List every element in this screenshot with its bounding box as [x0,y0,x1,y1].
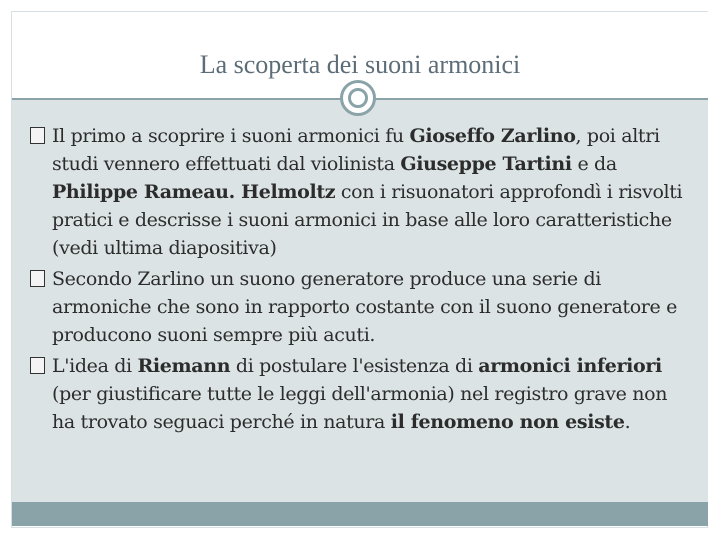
bullet-text-1: Il primo a scoprire i suoni armonici fu Gioseffo Zarlino, poi altri studi vennero effettuati dal violinista Giuseppe Tartini e da Philippe Rameau. Helmoltz con i risuonatori approfondì i risvolti pratici e descrisse i suoni armonici in base alle loro caratteristiche (vedi ultima diapositiva) [52,125,683,259]
bullet-list [30,122,690,439]
bullet-item-1 [30,122,690,262]
bullet-box-icon [30,127,45,144]
slide-title: La scoperta dei suoni armonici [199,50,521,79]
footer-bar [12,502,708,526]
bullet-text-2: Secondo Zarlino un suono generatore produce una serie di armoniche che sono in rapporto costante con il suono generatore e producono suoni sempre più acuti. [52,268,678,346]
ring-inner [348,88,368,108]
ring-ornament-icon [340,80,376,116]
bullet-text-3: L'idea di Riemann di postulare l'esistenza di armonici inferiori (per giustificare tutte le leggi dell'armonia) nel registro grave non ha trovato seguaci perché in natura il fenomeno non esiste. [52,355,668,433]
bullet-box-icon [30,357,45,374]
bullet-box-icon [30,270,45,287]
bullet-item-2 [30,265,690,349]
bullet-item-3 [30,352,690,436]
